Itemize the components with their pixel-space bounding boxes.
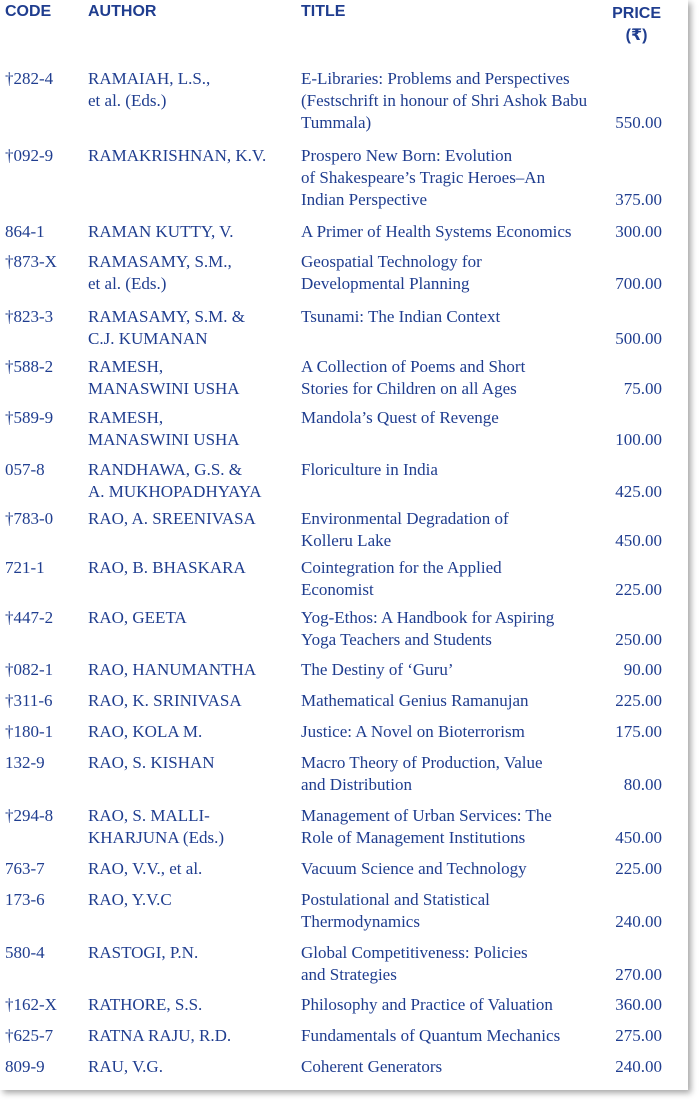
code-cell: 809-9 <box>5 1057 45 1076</box>
author-cell: RAMAN KUTTY, V. <box>88 222 234 241</box>
price-cell: 450.00 <box>615 828 662 847</box>
code-cell: 763-7 <box>5 859 45 878</box>
author-cell: RASTOGI, P.N. <box>88 943 199 962</box>
code-cell: †589-9 <box>5 408 54 427</box>
author-cell: RAMESH, MANASWINI USHA <box>88 357 240 398</box>
author-cell: RAMESH, MANASWINI USHA <box>88 408 240 449</box>
code-cell: †783-0 <box>5 509 54 528</box>
author-cell: RAO, Y.V.C <box>88 890 172 909</box>
title-cell: Cointegration for the Applied Economist <box>301 558 502 599</box>
price-cell: 360.00 <box>615 995 662 1014</box>
code-cell: †588-2 <box>5 357 54 376</box>
header-price-currency: (₹) <box>625 27 648 44</box>
author-cell: RAMAIAH, L.S., et al. (Eds.) <box>88 69 211 110</box>
code-cell: †873-X <box>5 252 57 271</box>
title-cell: Global Competitiveness: Policies and Strategies <box>301 943 528 984</box>
code-cell: †282-4 <box>5 69 54 88</box>
price-cell: 270.00 <box>615 965 662 984</box>
code-cell: †294-8 <box>5 806 54 825</box>
price-cell: 375.00 <box>615 190 662 209</box>
price-cell: 225.00 <box>615 691 662 710</box>
title-cell: Tsunami: The Indian Context <box>301 307 501 326</box>
title-cell: Management of Urban Services: The Role of Management Institutions <box>301 806 552 847</box>
author-cell: RAO, B. BHASKARA <box>88 558 246 577</box>
price-cell: 75.00 <box>623 379 662 398</box>
price-cell: 175.00 <box>615 722 662 741</box>
title-cell: Postulational and Statistical Thermodynamics <box>301 890 490 931</box>
code-cell: †311-6 <box>5 691 53 710</box>
price-cell: 700.00 <box>615 274 662 293</box>
title-cell: A Primer of Health Systems Economics <box>301 222 572 241</box>
title-cell: Coherent Generators <box>301 1057 443 1076</box>
title-cell: Prospero New Born: Evolution of Shakespeare’s Tragic Heroes–An Indian Perspective <box>301 146 546 209</box>
price-cell: 240.00 <box>615 912 662 931</box>
author-cell: RAU, V.G. <box>88 1057 163 1076</box>
author-cell: RANDHAWA, G.S. & A. MUKHOPADHYAYA <box>88 460 262 501</box>
code-cell: †447-2 <box>5 608 54 627</box>
price-cell: 425.00 <box>615 482 662 501</box>
author-cell: RAO, S. KISHAN <box>88 753 215 772</box>
author-cell: RAO, K. SRINIVASA <box>88 691 242 710</box>
header-price-label: PRICE <box>612 5 661 22</box>
author-cell: RAO, KOLA M. <box>88 722 203 741</box>
price-cell: 100.00 <box>615 430 662 449</box>
header-price <box>612 3 661 47</box>
author-cell: RAO, A. SREENIVASA <box>88 509 256 528</box>
header-title: TITLE <box>301 3 346 20</box>
price-cell: 275.00 <box>615 1026 662 1045</box>
code-cell: †082-1 <box>5 660 54 679</box>
price-cell: 250.00 <box>615 630 662 649</box>
title-cell: Mathematical Genius Ramanujan <box>301 691 529 710</box>
code-cell: †823-3 <box>5 307 54 326</box>
code-cell: 132-9 <box>5 753 45 772</box>
title-cell: Macro Theory of Production, Value and Distribution <box>301 753 543 794</box>
price-cell: 80.00 <box>623 775 662 794</box>
code-cell: †180-1 <box>5 722 54 741</box>
author-cell: RAMASAMY, S.M. & C.J. KUMANAN <box>88 307 245 348</box>
table-header <box>0 0 688 60</box>
code-cell: 173-6 <box>5 890 45 909</box>
author-cell: RATHORE, S.S. <box>88 995 203 1014</box>
title-cell: Floriculture in India <box>301 460 438 479</box>
title-cell: Mandola’s Quest of Revenge <box>301 408 499 427</box>
title-cell: A Collection of Poems and Short Stories for Children on all Ages <box>301 357 526 398</box>
author-cell: RAO, V.V., et al. <box>88 859 203 878</box>
code-cell: †162-X <box>5 995 57 1014</box>
price-cell: 90.00 <box>623 660 662 679</box>
author-cell: RAO, S. MALLI- KHARJUNA (Eds.) <box>88 806 224 847</box>
code-cell: 721-1 <box>5 558 45 577</box>
author-cell: RAMASAMY, S.M., et al. (Eds.) <box>88 252 232 293</box>
title-cell: Geospatial Technology for Developmental Planning <box>301 252 482 293</box>
code-cell: 057-8 <box>5 460 45 479</box>
price-cell: 500.00 <box>615 329 662 348</box>
header-author: AUTHOR <box>88 3 157 20</box>
title-cell: E-Libraries: Problems and Perspectives (Festschrift in honour of Shri Ashok Babu Tummala) <box>301 69 588 132</box>
author-cell: RAO, HANUMANTHA <box>88 660 257 679</box>
price-cell: 300.00 <box>615 222 662 241</box>
header-code: CODE <box>5 3 52 20</box>
code-cell: 864-1 <box>5 222 45 241</box>
price-cell: 225.00 <box>615 580 662 599</box>
title-cell: Philosophy and Practice of Valuation <box>301 995 553 1014</box>
title-cell: Yog-Ethos: A Handbook for Aspiring Yoga Teachers and Students <box>301 608 555 649</box>
author-cell: RATNA RAJU, R.D. <box>88 1026 232 1045</box>
title-cell: Environmental Degradation of Kolleru Lake <box>301 509 509 550</box>
title-cell: The Destiny of ‘Guru’ <box>301 660 454 679</box>
code-cell: †625-7 <box>5 1026 54 1045</box>
price-cell: 240.00 <box>615 1057 662 1076</box>
price-cell: 225.00 <box>615 859 662 878</box>
author-cell: RAMAKRISHNAN, K.V. <box>88 146 267 165</box>
author-cell: RAO, GEETA <box>88 608 187 627</box>
title-cell: Vacuum Science and Technology <box>301 859 527 878</box>
price-cell: 550.00 <box>615 113 662 132</box>
price-cell: 450.00 <box>615 531 662 550</box>
code-cell: †092-9 <box>5 146 54 165</box>
title-cell: Justice: A Novel on Bioterrorism <box>301 722 525 741</box>
title-cell: Fundamentals of Quantum Mechanics <box>301 1026 561 1045</box>
code-cell: 580-4 <box>5 943 45 962</box>
